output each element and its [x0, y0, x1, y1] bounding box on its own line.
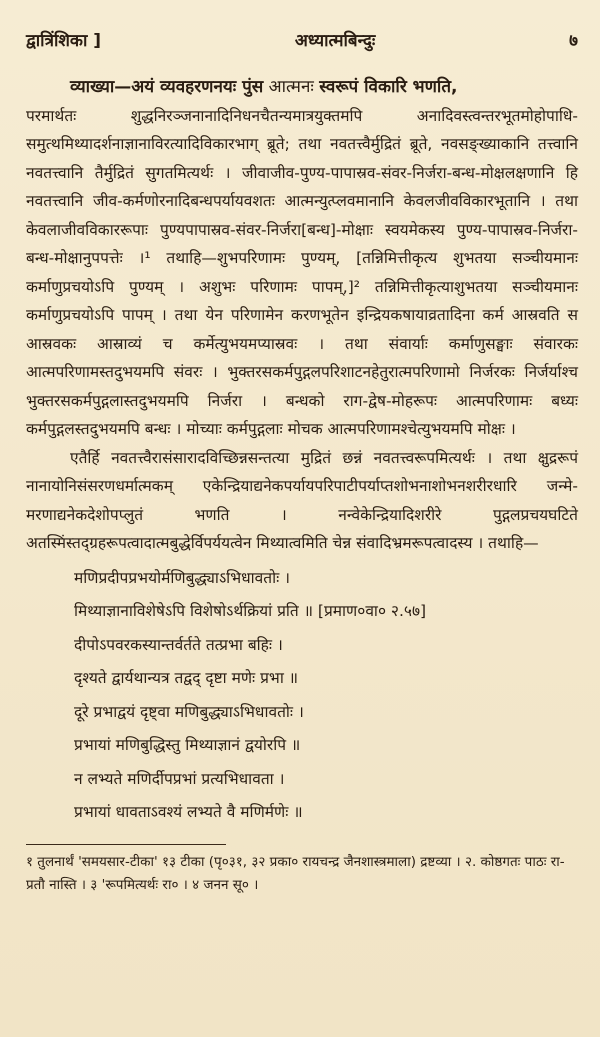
header-left: द्वात्रिंशिका ]: [26, 31, 102, 51]
footnote-divider: [26, 844, 226, 845]
verse-line: न लभ्यते मणिर्दीपप्रभां प्रत्यभिधावता ।: [74, 769, 285, 788]
header-title: अध्यात्मबिन्दुः: [294, 31, 376, 51]
intro-mid: आत्मनः: [263, 77, 320, 97]
verse-line: प्रभायां धावताऽवश्यं लभ्यते वै मणिर्मणेः ॥: [74, 803, 303, 821]
verse-line: प्रभायां मणिबुद्धिस्तु मिथ्याज्ञानं द्वयोरपि ॥: [74, 736, 301, 754]
intro-bold: स्वरूपं विकारि भणति,: [319, 77, 458, 97]
page-header: [26, 28, 578, 51]
footnote-text: १ तुलनार्थं 'समयसार-टीका' १३ टीका (पृ०३१, ३२ प्रका० रायचन्द्र जैनशास्त्रमाला) द्रष्टव्या । २. कोष्ठगतः पाठः रा-प्रतौ नास्ति । ३ 'रूपमित्यर्थः रा० । ४ जनन सू० ।: [26, 853, 565, 893]
verse-line: दीपोऽपवरकस्यान्तर्वर्तते तत्प्रभा बहिः ।: [74, 635, 283, 654]
commentary-intro: [26, 73, 578, 102]
body-text: [26, 73, 578, 558]
footnotes: [26, 851, 578, 897]
paragraph-2: एतैर्हि नवतत्त्वैरासंसारादविच्छिन्नसन्तत्या मुद्रितं छन्नं नवतत्त्वरूपमित्यर्थः । तथा क्षुद्ररूपं नानायोनिसंसरणधर्मात्मकम् एकेन्द्रियाद्यनेकपर्यायपरिपाटीपर्याप्तशोभनाशोभनशरीरधारि जन्मे-मरणाद्यनेकदेशोपप्लुतं भणति । नन्वेकेन्द्रियादिशरीरे पुद्गलप्रचयघटिते अतस्मिंस्तद्ग्रहरूपत्वादात्मबुद्धेर्विपर्ययत्वेन मिथ्यात्वमिति चेन्न संवादिभ्रमरूपत्वादस्य । तथाहि—: [26, 448, 578, 552]
paragraph-1: परमार्थतः शुद्धनिरञ्जनानादिनिधनचैतन्यमात्रयुक्तमपि अनादिवस्त्वन्तरभूतमोहोपाधि-समुत्थमिथ्यादर्शनाज्ञानाविरत्यादिविकारभाग् ब्रूते; तथा नवतत्त्वैर्मुद्रितं ब्रूते, नवसङ्ख्याकानि तत्त्वानि नवतत्त्वानि तैर्मुद्रितं सुगतमित्यर्थः । जीवाजीव-पुण्य-पापास्रव-संवर-निर्जरा-बन्ध-मोक्षलक्षणानि हि नवतत्त्वानि जीव-कर्मणोरनादिबन्धपर्यायवशतः आत्मन्युत्प्लवमानानि केवलजीवविकारभूतानि । तथा केवलाजीवविकाररूपाः पुण्यपापास्रव-संवर-निर्जरा[बन्ध]-मोक्षाः स्वयमेकस्य पुण्य-पापास्रव-निर्जरा-बन्ध-मोक्षानुपपत्तेः ।¹ तथाहि—शुभपरिणामः पुण्यम्, [तन्निमित्तीकृत्य शुभतया सञ्चीयमानः कर्माणुप्रचयोऽपि पुण्यम् । अशुभः परिणामः पापम्,]² तन्निमित्तीकृत्याशुभतया सञ्चीयमानः कर्माणुप्रचयोऽपि पापम् । तथा येन परिणामेन करणभूतेन इन्द्रियकषायाव्रतादिना कर्म आस्रवति स आस्रवकः आस्राव्यं च कर्मेत्युभयमप्यास्रवः । तथा संवार्याः कर्माणुसङ्घाः संवारकः आत्मपरिणामस्तदुभयमपि संवरः । भुक्तरसकर्मपुद्गलपरिशाटनहेतुरात्मपरिणामो निर्जरकः निर्जर्याश्च भुक्तरसकर्मपुद्गलास्तदुभयमपि निर्जरा । बन्धको राग-द्वेष-मोहरूपः आत्मपरिणामः बध्यः कर्मपुद्गलस्तदुभयमपि बन्धः । मोच्याः कर्मपुद्गलाः मोचक आत्मपरिणामश्चेत्युभयमपि मोक्षः ।: [26, 106, 578, 438]
verse-line: दृश्यते द्वार्यथान्यत्र तद्वद् दृष्टा मणेः प्रभा ॥: [74, 669, 299, 687]
verse-line: मणिप्रदीपप्रभयोर्मणिबुद्ध्याऽभिधावतोः ।: [74, 568, 291, 587]
verse-block: [74, 562, 578, 830]
intro-lead: व्याख्या—अयं व्यवहरणनयः पुंस: [70, 77, 264, 97]
verse-line: मिथ्याज्ञानाविशेषेऽपि विशेषोऽर्थक्रियां प्रति ॥ [प्रमाण०वा० २.५७]: [74, 602, 427, 620]
page-number: ७: [569, 31, 578, 51]
verse-line: दूरे प्रभाद्वयं दृष्ट्वा मणिबुद्ध्याऽभिधावतोः ।: [74, 702, 304, 721]
